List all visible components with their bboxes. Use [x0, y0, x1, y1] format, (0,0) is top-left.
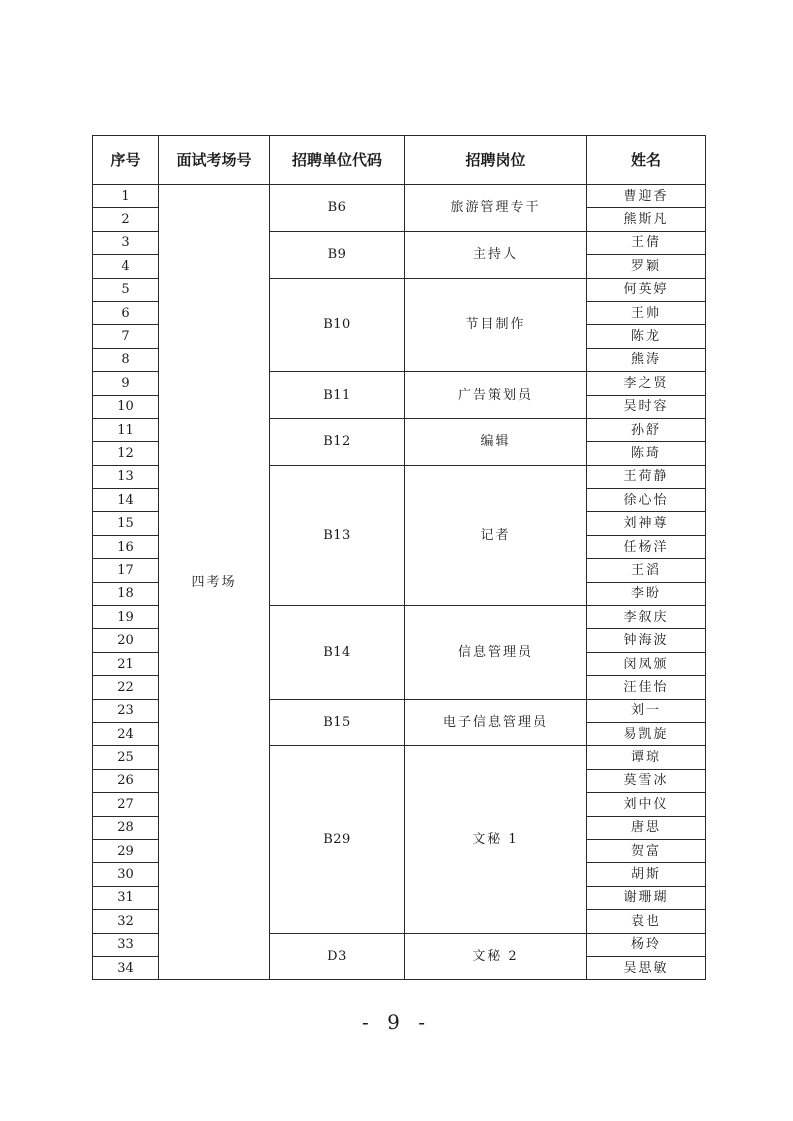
- candidate-name-cell: 莫雪冰: [587, 769, 706, 792]
- seq-cell: 21: [93, 652, 159, 675]
- unit-code-cell: B12: [270, 418, 405, 465]
- candidate-name-cell: 谢珊瑚: [587, 886, 706, 909]
- unit-code-cell: D3: [270, 933, 405, 980]
- candidate-name-cell: 王滔: [587, 559, 706, 582]
- unit-code-cell: B11: [270, 372, 405, 419]
- candidate-name-cell: 刘中仪: [587, 793, 706, 816]
- seq-cell: 2: [93, 208, 159, 231]
- unit-code-cell: B14: [270, 606, 405, 700]
- seq-cell: 22: [93, 676, 159, 699]
- seq-cell: 33: [93, 933, 159, 956]
- candidate-name-cell: 熊涛: [587, 348, 706, 371]
- header-name: 姓名: [587, 136, 706, 185]
- seq-cell: 15: [93, 512, 159, 535]
- candidate-name-cell: 胡斯: [587, 863, 706, 886]
- candidate-name-cell: 王荷静: [587, 465, 706, 488]
- candidate-name-cell: 任杨洋: [587, 535, 706, 558]
- seq-cell: 5: [93, 278, 159, 301]
- seq-cell: 19: [93, 606, 159, 629]
- table-row: [93, 185, 706, 208]
- candidate-name-cell: 闵凤颁: [587, 652, 706, 675]
- seq-cell: 8: [93, 348, 159, 371]
- seq-cell: 16: [93, 535, 159, 558]
- candidate-name-cell: 熊斯凡: [587, 208, 706, 231]
- seq-cell: 4: [93, 255, 159, 278]
- candidate-name-cell: 李叙庆: [587, 606, 706, 629]
- seq-cell: 6: [93, 301, 159, 324]
- seq-cell: 3: [93, 231, 159, 254]
- exam-room-cell: 四考场: [159, 185, 270, 980]
- seq-cell: 34: [93, 956, 159, 979]
- seq-cell: 17: [93, 559, 159, 582]
- candidate-name-cell: 唐思: [587, 816, 706, 839]
- header-code: 招聘单位代码: [270, 136, 405, 185]
- seq-cell: 10: [93, 395, 159, 418]
- seq-cell: 29: [93, 839, 159, 862]
- seq-cell: 30: [93, 863, 159, 886]
- seq-cell: 32: [93, 910, 159, 933]
- page-number: - 9 -: [362, 1010, 431, 1034]
- unit-code-cell: B15: [270, 699, 405, 746]
- seq-cell: 7: [93, 325, 159, 348]
- seq-cell: 23: [93, 699, 159, 722]
- table-body: [93, 185, 706, 980]
- candidate-name-cell: 贺富: [587, 839, 706, 862]
- header-room: 面试考场号: [159, 136, 270, 185]
- seq-cell: 12: [93, 442, 159, 465]
- position-cell: 旅游管理专干: [405, 185, 587, 232]
- candidate-name-cell: 杨玲: [587, 933, 706, 956]
- unit-code-cell: B10: [270, 278, 405, 372]
- candidate-name-cell: 罗颖: [587, 255, 706, 278]
- candidate-name-cell: 徐心怡: [587, 489, 706, 512]
- seq-cell: 14: [93, 489, 159, 512]
- unit-code-cell: B29: [270, 746, 405, 933]
- candidate-name-cell: 王倩: [587, 231, 706, 254]
- unit-code-cell: B13: [270, 465, 405, 605]
- candidate-name-cell: 李之贤: [587, 372, 706, 395]
- candidate-name-cell: 汪佳怡: [587, 676, 706, 699]
- header-seq: 序号: [93, 136, 159, 185]
- position-cell: 文秘 2: [405, 933, 587, 980]
- seq-cell: 24: [93, 722, 159, 745]
- candidate-name-cell: 钟海波: [587, 629, 706, 652]
- candidate-name-cell: 刘神尊: [587, 512, 706, 535]
- seq-cell: 13: [93, 465, 159, 488]
- seq-cell: 26: [93, 769, 159, 792]
- position-cell: 编辑: [405, 418, 587, 465]
- position-cell: 主持人: [405, 231, 587, 278]
- candidate-name-cell: 吴思敏: [587, 956, 706, 979]
- seq-cell: 1: [93, 185, 159, 208]
- interview-roster-table: [92, 135, 706, 980]
- candidate-name-cell: 刘一: [587, 699, 706, 722]
- candidate-name-cell: 陈琦: [587, 442, 706, 465]
- candidate-name-cell: 何英婷: [587, 278, 706, 301]
- position-cell: 电子信息管理员: [405, 699, 587, 746]
- candidate-name-cell: 曹迎香: [587, 185, 706, 208]
- seq-cell: 28: [93, 816, 159, 839]
- candidate-name-cell: 谭琼: [587, 746, 706, 769]
- header-position: 招聘岗位: [405, 136, 587, 185]
- seq-cell: 20: [93, 629, 159, 652]
- seq-cell: 27: [93, 793, 159, 816]
- candidate-name-cell: 袁也: [587, 910, 706, 933]
- seq-cell: 31: [93, 886, 159, 909]
- candidate-name-cell: 吴时容: [587, 395, 706, 418]
- seq-cell: 18: [93, 582, 159, 605]
- candidate-name-cell: 王帅: [587, 301, 706, 324]
- candidate-name-cell: 孙舒: [587, 418, 706, 441]
- candidate-name-cell: 易凯旋: [587, 722, 706, 745]
- seq-cell: 9: [93, 372, 159, 395]
- seq-cell: 25: [93, 746, 159, 769]
- position-cell: 记者: [405, 465, 587, 605]
- position-cell: 节目制作: [405, 278, 587, 372]
- position-cell: 文秘 1: [405, 746, 587, 933]
- position-cell: 信息管理员: [405, 606, 587, 700]
- candidate-name-cell: 陈龙: [587, 325, 706, 348]
- table-header-row: [93, 136, 706, 185]
- unit-code-cell: B9: [270, 231, 405, 278]
- seq-cell: 11: [93, 418, 159, 441]
- position-cell: 广告策划员: [405, 372, 587, 419]
- unit-code-cell: B6: [270, 185, 405, 232]
- candidate-name-cell: 李盼: [587, 582, 706, 605]
